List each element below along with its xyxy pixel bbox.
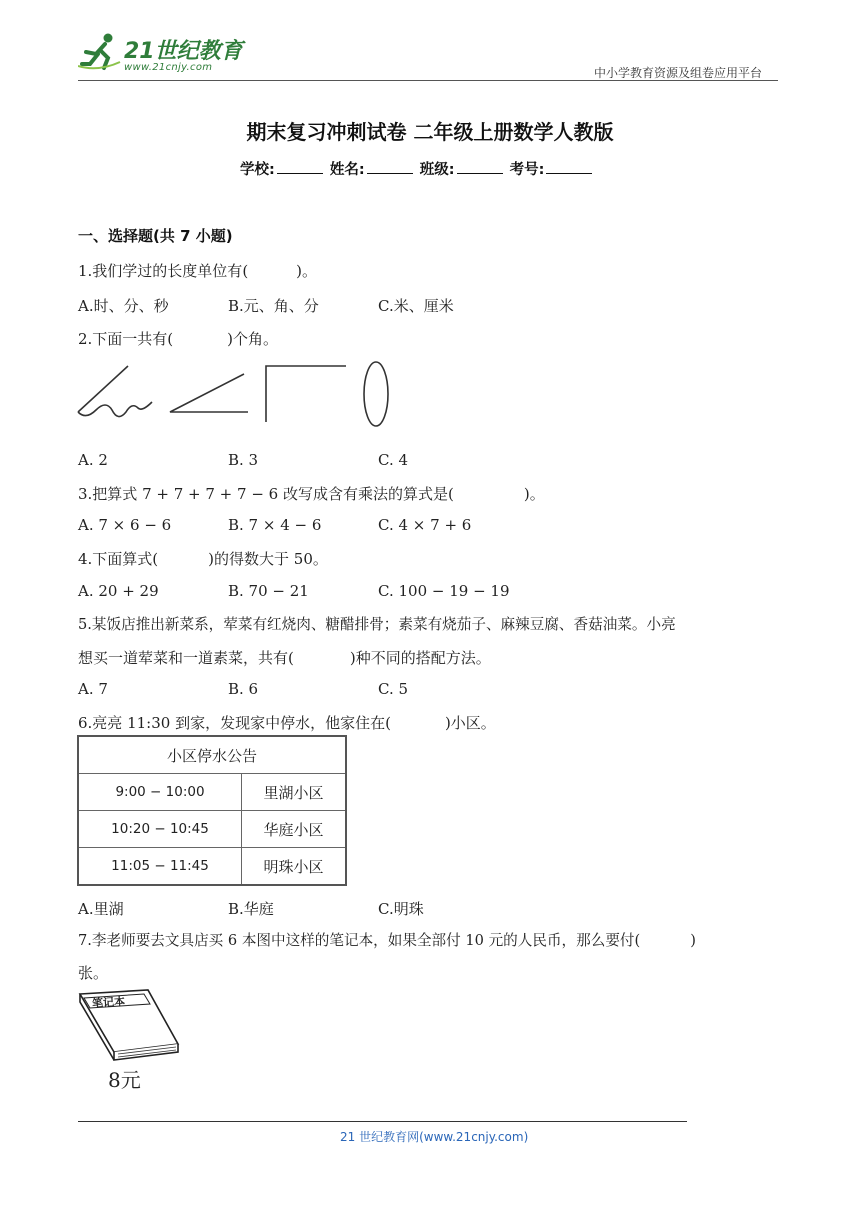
notice-place: 华庭小区 bbox=[242, 811, 347, 848]
question-6 bbox=[78, 712, 496, 734]
question-7-stem: 7.李老师要去文具店买 6 本图中这样的笔记本，如果全部付 10 元的人民币，那么要付( bbox=[78, 932, 641, 949]
question-3-tail: )。 bbox=[523, 485, 545, 503]
q4-option-a: A. 20 + 29 bbox=[78, 582, 159, 600]
school-blank bbox=[277, 159, 323, 174]
table-row bbox=[78, 774, 346, 811]
water-outage-notice-table bbox=[77, 735, 347, 886]
logo-main-text: 21世纪教育 bbox=[124, 39, 243, 64]
question-4-tail: )的得数大于 50。 bbox=[208, 550, 328, 568]
question-5-line-1: 5.某饭店推出新菜系，荤菜有红烧肉、糖醋排骨；素菜有烧茄子、麻辣豆腐、香菇油菜。小亮 bbox=[78, 616, 676, 633]
question-1-tail: )。 bbox=[296, 262, 318, 280]
question-5-stem: 想买一道荤菜和一道素菜，共有( bbox=[78, 649, 294, 667]
q3-option-c: C. 4 × 7 + 6 bbox=[378, 516, 472, 534]
question-2-stem: 2.下面一共有( bbox=[78, 330, 174, 348]
notice-place: 明珠小区 bbox=[242, 848, 347, 886]
table-row bbox=[78, 736, 346, 774]
notice-title: 小区停水公告 bbox=[78, 736, 346, 774]
runner-logo-icon bbox=[78, 32, 122, 72]
name-blank bbox=[367, 159, 413, 174]
table-row bbox=[78, 811, 346, 848]
notebook-price: 8元 bbox=[108, 1068, 141, 1092]
platform-label: 中小学教育资源及组卷应用平台 bbox=[594, 66, 763, 80]
question-7-line-2: 张。 bbox=[78, 964, 109, 982]
q2-option-c: C. 4 bbox=[378, 451, 409, 469]
question-2 bbox=[78, 328, 278, 350]
q6-option-c: C.明珠 bbox=[378, 900, 424, 918]
question-1-stem: 1.我们学过的长度单位有( bbox=[78, 262, 249, 280]
student-info-line bbox=[240, 158, 594, 179]
notebook-cover-label: 笔记本 bbox=[91, 994, 126, 1011]
question-4 bbox=[78, 548, 328, 570]
question-1 bbox=[78, 260, 317, 282]
table-row bbox=[78, 848, 346, 886]
name-label: 姓名: bbox=[329, 162, 365, 178]
notice-place: 里湖小区 bbox=[242, 774, 347, 811]
q5-option-b: B. 6 bbox=[228, 680, 259, 698]
question-7-tail: ) bbox=[690, 932, 696, 949]
question-4-stem: 4.下面算式( bbox=[78, 550, 159, 568]
site-logo bbox=[78, 30, 248, 76]
q1-option-a: A.时、分、秒 bbox=[78, 297, 169, 315]
q4-option-c: C. 100 − 19 − 19 bbox=[378, 582, 510, 600]
q2-option-a: A. 2 bbox=[78, 451, 108, 469]
q3-option-b: B. 7 × 4 − 6 bbox=[228, 516, 322, 534]
q1-option-b: B.元、角、分 bbox=[228, 297, 319, 315]
number-label: 考号: bbox=[509, 162, 545, 178]
notebook-figure bbox=[78, 988, 188, 1092]
q6-option-b: B.华庭 bbox=[228, 900, 274, 918]
question-7 bbox=[78, 930, 696, 952]
question-3-stem: 3.把算式 7 + 7 + 7 + 7 − 6 改写成含有乘法的算式是( bbox=[78, 485, 454, 503]
notice-time: 10:20 − 10:45 bbox=[78, 811, 242, 848]
notice-time: 9:00 − 10:00 bbox=[78, 774, 242, 811]
q5-option-c: C. 5 bbox=[378, 680, 409, 698]
q6-option-a: A.里湖 bbox=[78, 900, 124, 918]
question-6-stem: 6.亮亮 11:30 到家，发现家中停水，他家住在( bbox=[78, 714, 391, 732]
right-angle-figure bbox=[266, 366, 346, 422]
oval-figure bbox=[364, 362, 388, 426]
school-label: 学校: bbox=[240, 162, 275, 178]
notice-time: 11:05 − 11:45 bbox=[78, 848, 242, 886]
question-5-line-2 bbox=[78, 647, 491, 669]
q4-option-b: B. 70 − 21 bbox=[228, 582, 309, 600]
logo-url-text: www.21cnjy.com bbox=[124, 62, 213, 73]
class-blank bbox=[457, 159, 503, 174]
question-3 bbox=[78, 483, 545, 505]
q1-option-c: C.米、厘米 bbox=[378, 297, 454, 315]
exam-title: 期末复习冲刺试卷 二年级上册数学人教版 bbox=[246, 120, 614, 144]
angle-figures bbox=[76, 360, 416, 440]
number-blank bbox=[546, 159, 592, 174]
question-6-tail: )小区。 bbox=[444, 714, 496, 732]
footer-site-link[interactable]: 21 世纪教育网(www.21cnjy.com) bbox=[340, 1130, 529, 1144]
q5-option-a: A. 7 bbox=[78, 680, 108, 698]
question-5-tail: )种不同的搭配方法。 bbox=[349, 649, 491, 667]
header-divider bbox=[78, 80, 778, 81]
class-label: 班级: bbox=[419, 162, 455, 178]
section-heading: 一、选择题(共 7 小题) bbox=[78, 227, 233, 245]
q3-option-a: A. 7 × 6 − 6 bbox=[78, 516, 172, 534]
question-2-tail: )个角。 bbox=[227, 330, 279, 348]
wavy-line-figure bbox=[78, 366, 152, 417]
q2-option-b: B. 3 bbox=[228, 451, 259, 469]
acute-angle-figure bbox=[170, 374, 248, 412]
footer-divider bbox=[78, 1121, 687, 1122]
